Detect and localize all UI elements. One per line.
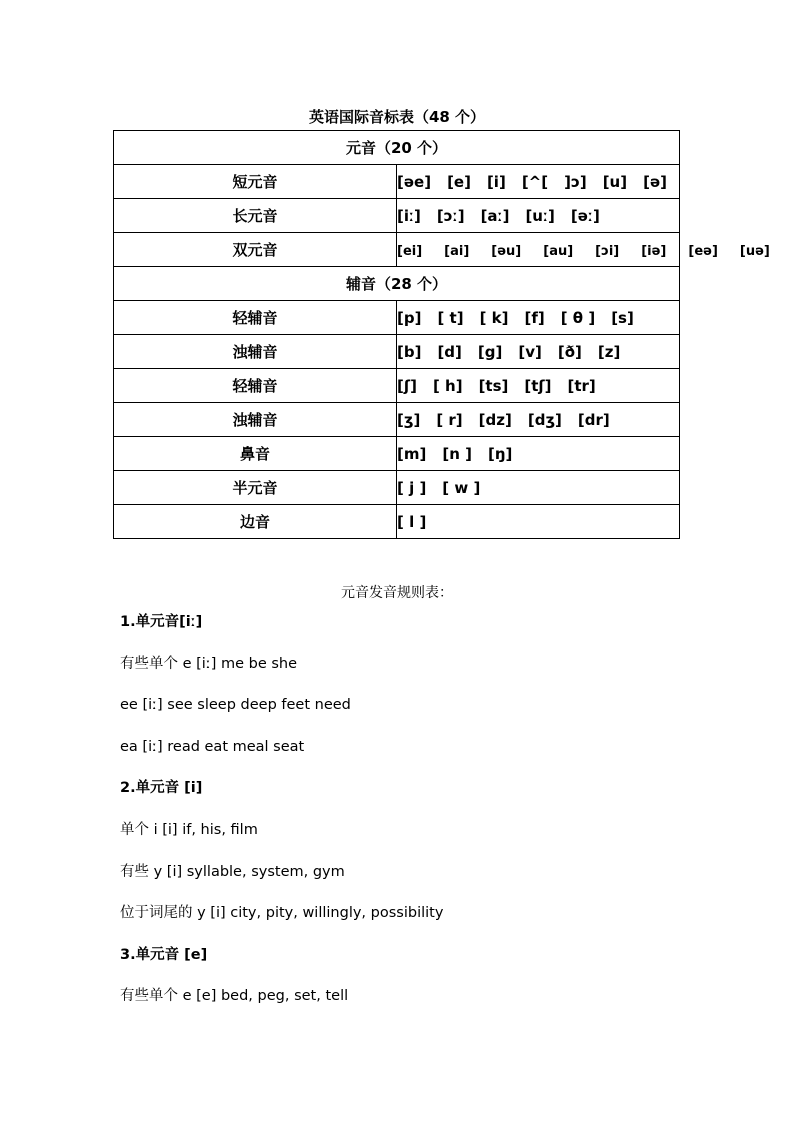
phonetic-symbol: [iː] <box>397 206 421 225</box>
symbol-cell <box>397 199 680 233</box>
table-row <box>114 437 680 471</box>
table-row <box>114 199 680 233</box>
phonetic-symbol: [e] <box>447 172 471 191</box>
phonetic-symbol: [n ] <box>442 444 472 463</box>
phonetic-symbol: [iə] <box>641 243 667 259</box>
phonetic-symbol: ]ɔ] <box>564 172 587 191</box>
phonetic-symbol: [eə] <box>688 243 718 259</box>
rule-line: 有些单个 e [iː] me be she <box>120 655 298 672</box>
phonetic-symbol: [m] <box>397 444 427 463</box>
phonetic-symbol: [g] <box>477 342 503 361</box>
phonetic-symbol: [tʃ] <box>524 376 552 395</box>
phonetic-symbol: [ts] <box>478 376 509 395</box>
rules-title: 元音发音规则表： <box>341 585 453 601</box>
symbol-cell <box>397 233 770 267</box>
phonetic-symbol: [ð] <box>557 342 582 361</box>
rules-list <box>120 612 720 1028</box>
phonetic-symbol: [f] <box>524 308 545 327</box>
category-label: 轻辅音 <box>114 369 397 403</box>
phonetic-symbol: [u] <box>602 172 628 191</box>
phonetic-symbol: [b] <box>397 342 422 361</box>
category-label: 半元音 <box>114 471 397 505</box>
phonetic-symbol: [v] <box>518 342 542 361</box>
phonetic-symbol: [ŋ] <box>487 444 513 463</box>
phonetic-symbol: [ai] <box>444 243 470 259</box>
category-label: 鼻音 <box>114 437 397 471</box>
vowels-header: 元音（20 个） <box>114 131 680 165</box>
rule-line: ee [iː] see sleep deep feet need <box>120 697 351 714</box>
table-row <box>114 301 680 335</box>
phonetic-symbol: [ɔː] <box>436 206 465 225</box>
phonetic-symbol: [ɔi] <box>595 243 620 259</box>
phonetic-symbol: [ r] <box>436 410 463 429</box>
phonetic-symbol: [ l ] <box>397 512 427 531</box>
phonetic-symbol: [^[ <box>521 172 549 191</box>
table-row <box>114 369 680 403</box>
table-row <box>114 471 680 505</box>
phonetic-symbol: [tr] <box>567 376 596 395</box>
phonetic-symbol: [dr] <box>577 410 610 429</box>
phonetic-symbol: [əe] <box>397 172 432 191</box>
table-row <box>114 233 680 267</box>
phonetic-symbol: [z] <box>597 342 621 361</box>
phonetic-symbol: [d] <box>437 342 462 361</box>
phonetic-symbol: [uː] <box>525 206 555 225</box>
phonetic-symbol: [ʃ] <box>397 376 417 395</box>
phonetic-symbol: [ k] <box>479 308 509 327</box>
phonetic-symbol: [s] <box>611 308 634 327</box>
category-label: 浊辅音 <box>114 403 397 437</box>
phonetic-symbol: [uə] <box>739 243 770 259</box>
rule-heading: 1.单元音[iː] <box>120 614 203 630</box>
vowels-header-row <box>114 131 680 165</box>
category-label: 双元音 <box>114 233 397 267</box>
phonetic-symbol: [əː] <box>570 206 600 225</box>
symbol-cell <box>397 505 680 539</box>
page-title: 英语国际音标表（48 个） <box>308 108 486 126</box>
symbol-cell <box>397 301 680 335</box>
symbol-cell <box>397 403 680 437</box>
table-row <box>114 335 680 369</box>
symbol-cell <box>397 471 680 505</box>
phonetic-symbol: [aː] <box>480 206 510 225</box>
rule-line: 单个 i [i] if, his, film <box>120 821 258 838</box>
symbol-cell <box>397 369 680 403</box>
phonetic-symbol: [ei] <box>397 243 423 259</box>
phonetic-symbol: [ θ ] <box>560 308 596 327</box>
consonants-header-row <box>114 267 680 301</box>
phonetic-symbol: [ w ] <box>442 478 481 497</box>
rule-line: 有些单个 e [e] bed, peg, set, tell <box>120 988 349 1005</box>
phonetic-symbol: [ə] <box>643 172 667 191</box>
phonetic-table <box>113 130 770 539</box>
table-row <box>114 505 680 539</box>
rule-line: 位于词尾的 y [i] city, pity, willingly, possibility <box>120 905 444 922</box>
phonetic-symbol: [ʒ] <box>397 410 421 429</box>
phonetic-symbol: [ t] <box>437 308 464 327</box>
phonetic-symbol: [ j ] <box>397 478 427 497</box>
rule-line: 有些 y [i] syllable, system, gym <box>120 863 345 880</box>
rule-line: ea [iː] read eat meal seat <box>120 738 305 755</box>
category-label: 轻辅音 <box>114 301 397 335</box>
phonetic-symbol: [ h] <box>432 376 463 395</box>
symbol-cell <box>397 165 680 199</box>
phonetic-symbol: [dz] <box>478 410 512 429</box>
phonetic-symbol: [i] <box>486 172 506 191</box>
symbol-cell <box>397 437 680 471</box>
phonetic-symbol: [dʒ] <box>527 410 562 429</box>
phonetic-symbol: [əu] <box>491 243 522 259</box>
phonetic-symbol: [p] <box>397 308 422 327</box>
table-row <box>114 403 680 437</box>
category-label: 短元音 <box>114 165 397 199</box>
category-label: 边音 <box>114 505 397 539</box>
category-label: 长元音 <box>114 199 397 233</box>
phonetic-symbol: [au] <box>543 243 574 259</box>
rule-heading: 3.单元音 [e] <box>120 946 208 963</box>
rule-heading: 2.单元音 [i] <box>120 780 203 797</box>
category-label: 浊辅音 <box>114 335 397 369</box>
table-row <box>114 165 680 199</box>
symbol-cell <box>397 335 680 369</box>
consonants-header: 辅音（28 个） <box>114 267 680 301</box>
